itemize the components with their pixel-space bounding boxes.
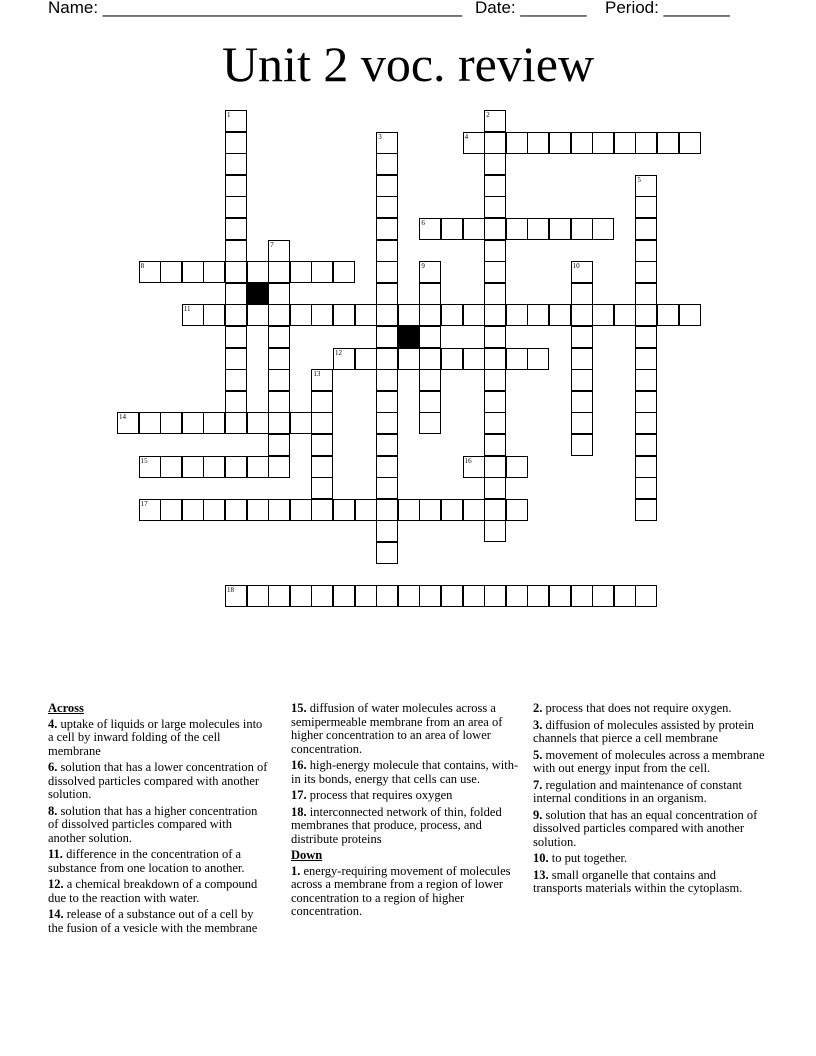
crossword-cell[interactable] [571,283,593,305]
crossword-cell[interactable] [268,585,290,607]
crossword-cell[interactable] [398,499,420,521]
crossword-cell[interactable] [225,218,247,240]
crossword-cell[interactable] [484,585,506,607]
clue-text: solution that has a higher concentration of dissolved particles compared with another solution. [48,803,258,845]
crossword-cell[interactable] [506,585,528,607]
crossword-cell[interactable] [571,434,593,456]
crossword-cell[interactable] [527,348,549,370]
crossword-cell[interactable] [441,218,463,240]
crossword-cell[interactable] [614,304,636,326]
crossword-cell[interactable] [484,218,506,240]
clue-item [48,848,270,875]
crossword-cell[interactable] [549,585,571,607]
crossword-cell[interactable] [571,585,593,607]
crossword-cell[interactable] [203,304,225,326]
crossword-cell[interactable] [225,456,247,478]
crossword-cell[interactable] [419,304,441,326]
crossword-cell[interactable] [635,391,657,413]
crossword-cell[interactable] [225,261,247,283]
crossword-cell[interactable] [527,585,549,607]
crossword-cell[interactable] [376,412,398,434]
clue-text: movement of molecules across a membrane with out energy input from the cell. [533,747,765,775]
clue-item [533,869,768,896]
crossword-cell[interactable] [311,391,333,413]
crossword-cell[interactable] [376,434,398,456]
crossword-cell[interactable] [268,240,290,262]
crossword-cell[interactable] [419,326,441,348]
clue-item [291,702,523,756]
crossword-cell[interactable] [484,132,506,154]
clue-text: diffusion of water molecules across a semipermeable membrane from an area of higher concentration to an area of lower concentration. [291,701,503,756]
clue-text: interconnected network of thin, folded membranes that produce, process, and distribute proteins [291,804,502,846]
crossword-cell[interactable] [419,391,441,413]
clue-number-label: 4. [48,716,58,731]
crossword-cell[interactable] [592,218,614,240]
crossword-cell[interactable] [484,240,506,262]
crossword-cell[interactable] [333,585,355,607]
crossword-cell[interactable] [419,585,441,607]
crossword-cell[interactable] [333,348,355,370]
crossword-cell[interactable] [635,326,657,348]
crossword-cell[interactable] [441,348,463,370]
clue-item [48,908,270,935]
crossword-cell[interactable] [225,240,247,262]
clue-number: 10 [572,262,580,271]
clue-text: solution that has a lower concentration of dissolved particles compared with another solution. [48,760,268,801]
crossword-cell[interactable] [290,585,312,607]
clue-number: 1 [227,111,231,119]
crossword-cell[interactable] [311,261,333,283]
crossword-cell[interactable] [355,348,377,370]
clue-number-label: 5. [533,747,543,762]
crossword-cell[interactable] [484,369,506,391]
crossword-cell[interactable] [225,132,247,154]
crossword-cell[interactable] [635,132,657,154]
clue-number: 5 [637,175,641,184]
clue-number-label: 15. [291,701,307,715]
crossword-cell[interactable] [463,218,485,240]
crossword-cell[interactable] [571,369,593,391]
crossword-cell[interactable] [247,499,269,521]
crossword-cell[interactable] [614,132,636,154]
crossword-cell[interactable] [311,585,333,607]
crossword-cell[interactable] [614,585,636,607]
crossword-cell[interactable] [247,304,269,326]
crossword-cell[interactable] [376,348,398,370]
crossword-cell[interactable] [225,304,247,326]
worksheet-title: Unit 2 voc. review [221,36,595,92]
crossword-cell[interactable] [592,585,614,607]
crossword-cell[interactable] [571,218,593,240]
crossword-cell[interactable] [527,132,549,154]
clue-text: difference in the concentration of a substance from one location to another. [48,847,245,875]
crossword-cell[interactable] [376,499,398,521]
crossword-cell[interactable] [419,348,441,370]
clue-number: 7 [270,240,274,249]
crossword-cell[interactable] [225,326,247,348]
clue-item [533,749,768,776]
clue-number-label: 1. [291,863,301,878]
crossword-cell[interactable] [484,283,506,305]
crossword-cell[interactable] [182,499,204,521]
crossword-cell[interactable] [419,499,441,521]
clue-number: 15 [140,456,148,465]
clue-number-label: 12. [48,877,64,891]
clue-text: energy-requiring movement of molecules across a membrane from a region of lower concentration to a region of higher concentration. [291,863,511,918]
clue-column-3 [533,702,768,899]
crossword-cell[interactable] [290,499,312,521]
crossword-cell[interactable] [311,477,333,499]
clue-number: 6 [421,219,425,227]
crossword-cell[interactable] [635,175,657,197]
crossword-cell[interactable] [484,348,506,370]
crossword-cell[interactable] [290,412,312,434]
clue-number-label: 6. [48,760,58,774]
crossword-cell[interactable] [463,585,485,607]
clue-item [48,761,270,802]
clue-item [291,865,523,919]
crossword-cell[interactable] [484,499,506,521]
crossword-cell[interactable] [484,434,506,456]
crossword-cell[interactable] [419,283,441,305]
crossword-cell[interactable] [225,196,247,218]
crossword-cell[interactable] [376,218,398,240]
crossword-cell[interactable] [117,412,139,434]
crossword-cell[interactable] [484,110,506,132]
crossword-cell[interactable] [225,499,247,521]
crossword-cell[interactable] [463,499,485,521]
crossword-cell[interactable] [290,261,312,283]
crossword-cell[interactable] [657,132,679,154]
crossword-cell[interactable] [506,132,528,154]
clue-text: release of a substance out of a cell by the fusion of a vesicle with the membrane [48,907,258,935]
clue-number-label: 18. [291,804,307,819]
period-field[interactable]: Period: _______ [605,0,730,17]
crossword-cell[interactable] [679,132,701,154]
crossword-cell[interactable] [182,261,204,283]
crossword-cell[interactable] [549,218,571,240]
crossword-cell[interactable] [571,412,593,434]
crossword-cell[interactable] [355,585,377,607]
clue-number-label: 16. [291,758,307,772]
down-heading: Down [291,848,323,862]
crossword-cell[interactable] [506,499,528,521]
crossword-cell[interactable] [268,499,290,521]
clue-item [291,789,523,803]
clue-number: 2 [486,111,490,119]
crossword-cell[interactable] [290,304,312,326]
crossword-cell[interactable] [355,499,377,521]
clue-item [533,702,768,716]
crossword-cell[interactable] [225,391,247,413]
clue-text: small organelle that contains and transports materials within the cytoplasm. [533,867,743,895]
clue-number-label: 17. [291,788,307,802]
crossword-cell[interactable] [268,456,290,478]
crossword-cell[interactable] [635,261,657,283]
clue-number: 16 [464,456,472,465]
crossword-cell[interactable] [635,218,657,240]
clue-text: a chemical breakdown of a compound due to the reaction with water. [48,877,258,905]
clue-number-label: 9. [533,807,543,822]
crossword-cell[interactable] [484,175,506,197]
crossword-cell[interactable] [635,369,657,391]
crossword-cell[interactable] [333,499,355,521]
crossword-cell[interactable] [376,477,398,499]
crossword-cell[interactable] [247,412,269,434]
crossword-cell[interactable] [527,218,549,240]
clue-item [533,852,768,866]
crossword-cell[interactable] [484,477,506,499]
crossword-cell[interactable] [139,499,161,521]
clue-number-label: 7. [533,777,543,792]
crossword-cell[interactable] [635,477,657,499]
crossword-cell[interactable] [139,412,161,434]
crossword-cell[interactable] [463,348,485,370]
crossword-cell[interactable] [506,348,528,370]
crossword-cell[interactable] [506,218,528,240]
clue-item [533,719,768,746]
crossword-cell[interactable] [160,456,182,478]
crossword-cell[interactable] [571,348,593,370]
crossword-cell[interactable] [484,520,506,542]
crossword-cell[interactable] [635,348,657,370]
crossword-cell[interactable] [311,456,333,478]
crossword-cell[interactable] [139,261,161,283]
crossword-cell[interactable] [376,283,398,305]
crossword-cell[interactable] [376,261,398,283]
clue-text: solution that has an equal concentration of dissolved particles compared with another solution. [533,807,758,849]
crossword-cell[interactable] [247,456,269,478]
crossword-cell[interactable] [311,304,333,326]
crossword-cell[interactable] [376,520,398,542]
crossword-cell[interactable] [571,304,593,326]
crossword-cell[interactable] [376,326,398,348]
crossword-cell[interactable] [679,304,701,326]
clue-item [48,718,270,759]
crossword-cell[interactable] [635,240,657,262]
across-heading: Across [48,701,84,715]
crossword-cell[interactable] [376,240,398,262]
crossword-cell[interactable] [484,412,506,434]
crossword-cell[interactable] [376,369,398,391]
crossword-cell[interactable] [592,304,614,326]
clue-number-label: 8. [48,803,58,818]
crossword-cell[interactable] [441,585,463,607]
crossword-cell[interactable] [139,456,161,478]
crossword-cell[interactable] [635,585,657,607]
clue-number-label: 10. [533,851,549,865]
clue-text: process that requires oxygen [306,788,453,802]
clue-text: to put together. [548,851,628,865]
crossword-cell[interactable] [571,326,593,348]
blocked-cell [247,283,269,305]
crossword-cell[interactable] [635,456,657,478]
crossword-cell[interactable] [441,499,463,521]
clue-item [48,805,270,846]
crossword-cell[interactable] [635,412,657,434]
crossword-cell[interactable] [160,412,182,434]
crossword-cell[interactable] [225,110,247,132]
crossword-cell[interactable] [182,456,204,478]
clue-text: uptake of liquids or large molecules into a cell by inward folding of the cell membrane [48,716,263,758]
crossword-cell[interactable] [419,412,441,434]
crossword-cell[interactable] [311,412,333,434]
clue-number-label: 14. [48,907,64,921]
crossword-cell[interactable] [376,391,398,413]
crossword-cell[interactable] [225,412,247,434]
crossword-cell[interactable] [592,132,614,154]
crossword-cell[interactable] [225,153,247,175]
crossword-cell[interactable] [333,304,355,326]
crossword-cell[interactable] [506,456,528,478]
crossword-cell[interactable] [571,261,593,283]
crossword-cell[interactable] [484,326,506,348]
crossword-cell[interactable] [247,261,269,283]
clue-number: 9 [421,262,425,271]
name-field[interactable]: Name: ______________________________________ [48,0,463,17]
crossword-cell[interactable] [571,132,593,154]
crossword-cell[interactable] [484,456,506,478]
crossword-cell[interactable] [203,456,225,478]
crossword-cell[interactable] [268,348,290,370]
crossword-cell[interactable] [376,132,398,154]
crossword-cell[interactable] [463,132,485,154]
crossword-cell[interactable] [484,391,506,413]
crossword-cell[interactable] [376,175,398,197]
clue-number-label: 11. [48,847,63,861]
crossword-cell[interactable] [311,369,333,391]
clue-item [48,878,270,905]
crossword-cell[interactable] [160,499,182,521]
crossword-cell[interactable] [311,434,333,456]
clue-number: 11 [183,305,191,314]
crossword-cell[interactable] [225,283,247,305]
crossword-cell[interactable] [527,304,549,326]
crossword-cell[interactable] [268,283,290,305]
crossword-cell[interactable] [376,304,398,326]
crossword-cell[interactable] [182,304,204,326]
crossword-cell[interactable] [225,175,247,197]
clue-text: process that does not require oxygen. [542,701,732,715]
crossword-cell[interactable] [635,434,657,456]
crossword-cell[interactable] [463,456,485,478]
crossword-cell[interactable] [419,218,441,240]
crossword-cell[interactable] [268,261,290,283]
clue-number: 14 [119,413,126,422]
clue-column-1 [48,702,270,938]
crossword-cell[interactable] [635,196,657,218]
crossword-cell[interactable] [484,153,506,175]
crossword-cell[interactable] [355,304,377,326]
clue-number: 17 [140,499,148,508]
crossword-cell[interactable] [225,369,247,391]
clue-number-label: 3. [533,717,543,732]
crossword-cell[interactable] [311,499,333,521]
crossword-cell[interactable] [268,326,290,348]
clue-item [291,759,523,786]
blocked-cell [398,326,420,348]
clue-text: regulation and maintenance of constant internal conditions in an organism. [533,777,742,805]
crossword-cell[interactable] [376,456,398,478]
date-field[interactable]: Date: _______ [475,0,587,17]
clue-number: 12 [335,348,342,357]
clue-number: 4 [464,132,469,141]
crossword-cell[interactable] [398,304,420,326]
clue-text: high-energy molecule that contains, with-in its bonds, energy that cells can use. [291,758,519,786]
crossword-cell[interactable] [571,391,593,413]
crossword-cell[interactable] [203,412,225,434]
clue-column-2 [291,702,523,922]
crossword-cell[interactable] [506,304,528,326]
crossword-cell[interactable] [182,412,204,434]
crossword-cell[interactable] [419,261,441,283]
crossword-cell[interactable] [549,132,571,154]
clue-item [533,809,768,850]
crossword-cell[interactable] [225,585,247,607]
crossword-cell[interactable] [247,585,269,607]
crossword-cell[interactable] [268,391,290,413]
crossword-cell[interactable] [376,542,398,564]
crossword-cell[interactable] [268,434,290,456]
crossword-cell[interactable] [484,196,506,218]
crossword-cell[interactable] [398,348,420,370]
crossword-cell[interactable] [160,261,182,283]
clue-number-label: 2. [533,701,543,715]
crossword-cell[interactable] [268,412,290,434]
clue-item [533,779,768,806]
crossword-cell[interactable] [549,304,571,326]
crossword-cell[interactable] [419,369,441,391]
clue-number: 13 [313,370,321,379]
clue-number: 18 [227,586,234,595]
crossword-cell[interactable] [203,261,225,283]
crossword-cell[interactable] [268,304,290,326]
clue-number: 3 [378,132,382,141]
crossword-cell[interactable] [268,369,290,391]
crossword-cell[interactable] [333,261,355,283]
crossword-cell[interactable] [203,499,225,521]
crossword-cell[interactable] [398,585,420,607]
clue-text: diffusion of molecules assisted by protein channels that pierce a cell membrane [533,717,754,745]
crossword-cell[interactable] [376,585,398,607]
crossword-cell[interactable] [225,348,247,370]
crossword-cell[interactable] [635,283,657,305]
crossword-cell[interactable] [484,304,506,326]
crossword-cell[interactable] [376,196,398,218]
crossword-cell[interactable] [484,261,506,283]
crossword-cell[interactable] [376,153,398,175]
clue-number-label: 13. [533,867,549,882]
crossword-cell[interactable] [441,304,463,326]
crossword-cell[interactable] [463,304,485,326]
crossword-cell[interactable] [635,499,657,521]
clue-number: 8 [140,262,145,271]
crossword-cell[interactable] [635,304,657,326]
crossword-cell[interactable] [657,304,679,326]
clue-item [291,806,523,847]
